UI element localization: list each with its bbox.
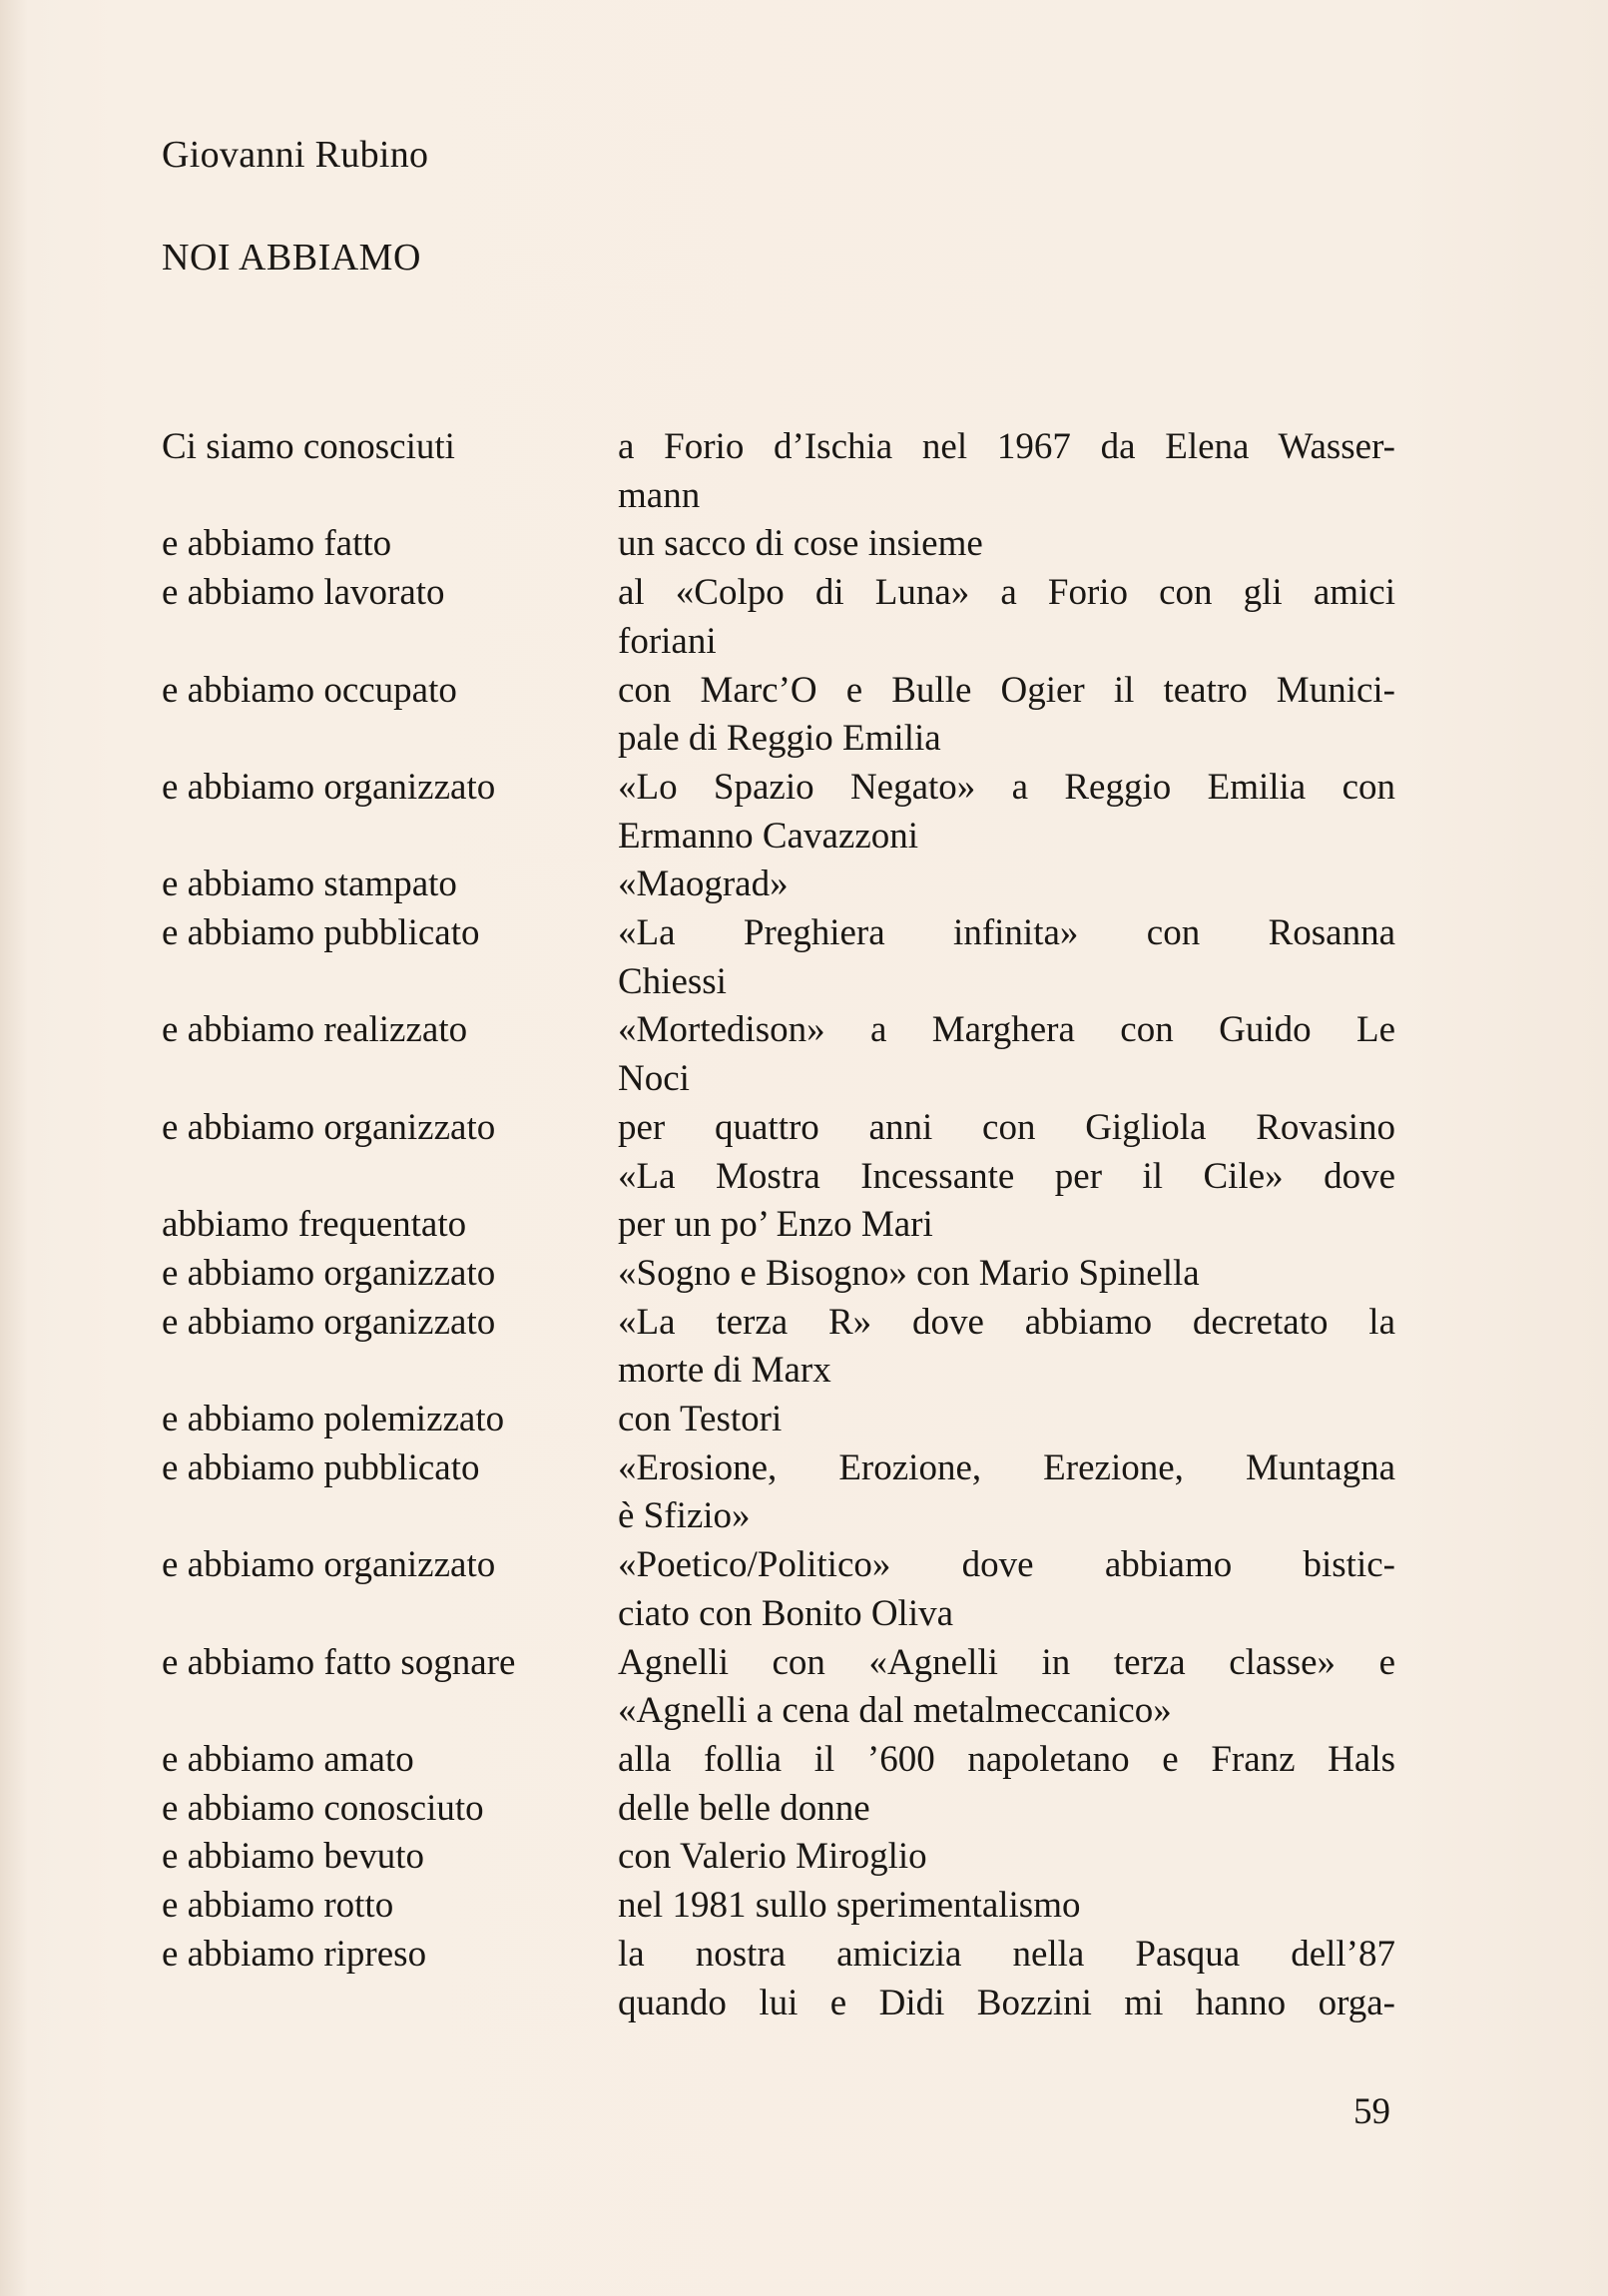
poem-line: Agnelli con «Agnelli in terza classe» e bbox=[618, 1641, 1395, 1683]
poem-line: alla follia il ’600 napoletano e Franz Hals bbox=[618, 1738, 1395, 1780]
stanza-verb-phrase: e abbiamo amato bbox=[162, 1738, 414, 1780]
stanza-continuation bbox=[618, 1104, 1395, 1201]
poem-line: «Agnelli a cena dal metalmeccanico» bbox=[618, 1690, 1172, 1732]
poem-stanza bbox=[162, 1250, 1399, 1299]
poem-stanza bbox=[162, 1396, 1399, 1444]
stanza-continuation bbox=[618, 1833, 1395, 1882]
poem-line: nel 1981 sullo sperimentalismo bbox=[618, 1885, 1081, 1927]
stanza-continuation bbox=[618, 423, 1395, 520]
stanza-continuation bbox=[618, 1882, 1395, 1931]
poem-line: con Testori bbox=[618, 1399, 783, 1440]
poem-line: «Sogno e Bisogno» con Mario Spinella bbox=[618, 1252, 1200, 1294]
poem-line: ciato con Bonito Oliva bbox=[618, 1592, 954, 1634]
stanza-verb-phrase: e abbiamo conosciuto bbox=[162, 1787, 484, 1829]
stanza-continuation bbox=[618, 667, 1395, 764]
stanza-verb-phrase: e abbiamo stampato bbox=[162, 863, 457, 905]
poem-line: morte di Marx bbox=[618, 1350, 831, 1392]
stanza-verb-phrase: e abbiamo organizzato bbox=[162, 1301, 496, 1343]
stanza-continuation bbox=[618, 1931, 1395, 2027]
poem-line: «Lo Spazio Negato» a Reggio Emilia con bbox=[618, 766, 1395, 808]
poem-line: «Maograd» bbox=[618, 863, 789, 905]
poem-stanza bbox=[162, 1882, 1399, 1931]
stanza-verb-phrase: abbiamo frequentato bbox=[162, 1204, 467, 1246]
poem-line: «Erosione, Erozione, Erezione, Muntagna bbox=[618, 1446, 1395, 1488]
poem-stanza bbox=[162, 764, 1399, 861]
poem-stanza bbox=[162, 1541, 1399, 1638]
poem-line: con Valerio Miroglio bbox=[618, 1836, 927, 1878]
stanza-continuation bbox=[618, 909, 1395, 1006]
poem-line: la nostra amicizia nella Pasqua dell’87 bbox=[618, 1933, 1395, 1975]
poem-stanza bbox=[162, 1201, 1399, 1250]
stanza-continuation bbox=[618, 1299, 1395, 1396]
stanza-continuation bbox=[618, 1396, 1395, 1444]
poem-line: Ermanno Cavazzoni bbox=[618, 815, 919, 857]
poem-stanza bbox=[162, 1299, 1399, 1396]
stanza-continuation bbox=[618, 764, 1395, 861]
poem-line: con Marc’O e Bulle Ogier il teatro Munici- bbox=[618, 669, 1395, 711]
stanza-verb-phrase: e abbiamo organizzato bbox=[162, 1544, 496, 1586]
poem-stanza bbox=[162, 1104, 1399, 1201]
poem-line: delle belle donne bbox=[618, 1787, 870, 1829]
stanza-continuation bbox=[618, 520, 1395, 569]
stanza-continuation bbox=[618, 1541, 1395, 1638]
poem-stanza bbox=[162, 1006, 1399, 1103]
stanza-verb-phrase: e abbiamo fatto bbox=[162, 523, 392, 565]
poem-stanza bbox=[162, 423, 1399, 520]
stanza-continuation bbox=[618, 1201, 1395, 1250]
poem-line: per un po’ Enzo Mari bbox=[618, 1204, 933, 1246]
poem-line: a Forio d’Ischia nel 1967 da Elena Wasser- bbox=[618, 426, 1395, 467]
poem-stanza bbox=[162, 1639, 1399, 1736]
stanza-verb-phrase: e abbiamo pubblicato bbox=[162, 1446, 480, 1488]
poem-line: pale di Reggio Emilia bbox=[618, 718, 941, 760]
stanza-verb-phrase: e abbiamo ripreso bbox=[162, 1933, 427, 1975]
poem-line: «Mortedison» a Marghera con Guido Le bbox=[618, 1009, 1395, 1051]
poem-line: per quattro anni con Gigliola Rovasino bbox=[618, 1106, 1395, 1148]
poem-stanza bbox=[162, 909, 1399, 1006]
poem-title: NOI ABBIAMO bbox=[162, 237, 421, 279]
stanza-verb-phrase: e abbiamo realizzato bbox=[162, 1009, 468, 1051]
author-name: Giovanni Rubino bbox=[162, 134, 429, 176]
stanza-continuation bbox=[618, 1639, 1395, 1736]
poem-stanza bbox=[162, 1833, 1399, 1882]
poem-line: «La Mostra Incessante per il Cile» dove bbox=[618, 1155, 1395, 1197]
page-number: 59 bbox=[1353, 2091, 1390, 2132]
stanza-verb-phrase: e abbiamo pubblicato bbox=[162, 912, 480, 954]
poem-line: quando lui e Didi Bozzini mi hanno orga- bbox=[618, 1982, 1395, 2023]
stanza-verb-phrase: e abbiamo organizzato bbox=[162, 1252, 496, 1294]
stanza-continuation bbox=[618, 1736, 1395, 1785]
poem-stanza bbox=[162, 1444, 1399, 1541]
stanza-continuation bbox=[618, 1444, 1395, 1541]
stanza-verb-phrase: e abbiamo organizzato bbox=[162, 766, 496, 808]
poem-body bbox=[162, 423, 1399, 2027]
stanza-verb-phrase: e abbiamo lavorato bbox=[162, 572, 445, 614]
stanza-continuation bbox=[618, 1006, 1395, 1103]
poem-stanza bbox=[162, 569, 1399, 666]
poem-line: al «Colpo di Luna» a Forio con gli amici bbox=[618, 572, 1395, 614]
poem-stanza bbox=[162, 1736, 1399, 1785]
stanza-continuation bbox=[618, 1250, 1395, 1299]
stanza-verb-phrase: e abbiamo fatto sognare bbox=[162, 1641, 516, 1683]
poem-stanza bbox=[162, 1931, 1399, 2027]
stanza-continuation bbox=[618, 569, 1395, 666]
stanza-continuation bbox=[618, 1785, 1395, 1834]
poem-stanza bbox=[162, 861, 1399, 909]
poem-line: mann bbox=[618, 474, 701, 516]
stanza-verb-phrase: e abbiamo rotto bbox=[162, 1885, 394, 1927]
poem-line: foriani bbox=[618, 620, 717, 662]
poem-stanza bbox=[162, 520, 1399, 569]
poem-line: «La terza R» dove abbiamo decretato la bbox=[618, 1301, 1395, 1343]
poem-line: è Sfizio» bbox=[618, 1495, 751, 1537]
poem-stanza bbox=[162, 667, 1399, 764]
poem-line: Chiessi bbox=[618, 960, 727, 1002]
poem-stanza bbox=[162, 1785, 1399, 1834]
stanza-verb-phrase: e abbiamo occupato bbox=[162, 669, 457, 711]
poem-line: Noci bbox=[618, 1058, 690, 1100]
stanza-verb-phrase: e abbiamo polemizzato bbox=[162, 1399, 505, 1440]
poem-line: un sacco di cose insieme bbox=[618, 523, 983, 565]
stanza-continuation bbox=[618, 861, 1395, 909]
stanza-verb-phrase: e abbiamo bevuto bbox=[162, 1836, 425, 1878]
stanza-verb-phrase: e abbiamo organizzato bbox=[162, 1106, 496, 1148]
poem-line: «Poetico/Politico» dove abbiamo bistic- bbox=[618, 1544, 1395, 1586]
poem-line: «La Preghiera infinita» con Rosanna bbox=[618, 912, 1395, 954]
stanza-verb-phrase: Ci siamo conosciuti bbox=[162, 426, 455, 467]
